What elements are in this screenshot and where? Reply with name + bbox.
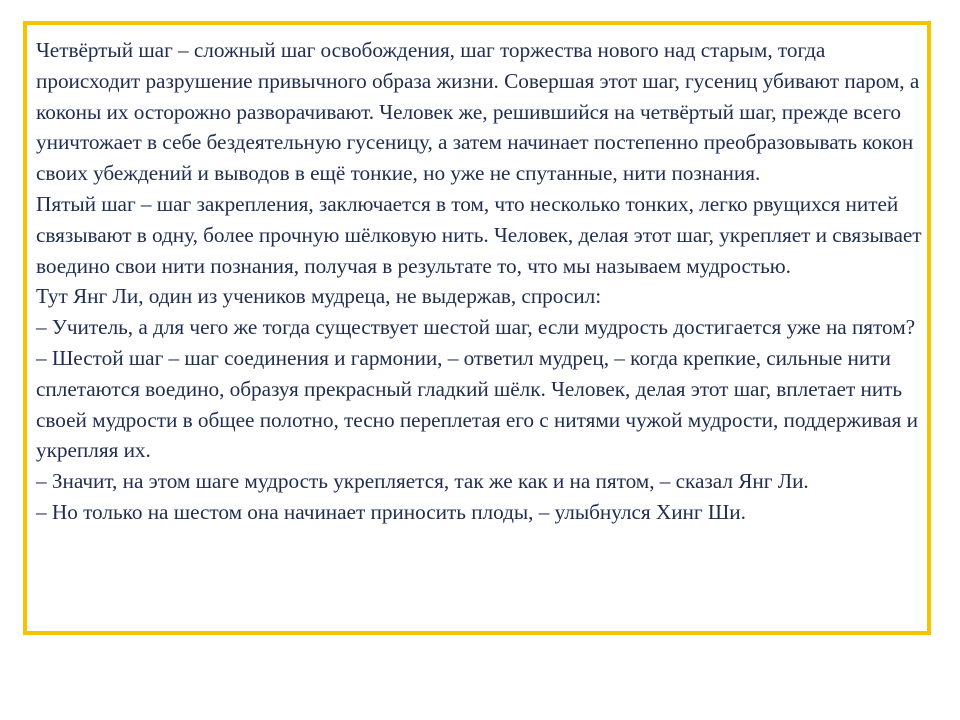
slide-text-frame: [23, 21, 931, 635]
paragraph-fourth-step: Четвёртый шаг – сложный шаг освобождения, шаг торжества нового над старым, тогда происходит разрушение привычного образа жизни. Совершая этот шаг, гусениц убивают паром, а коконы их осторожно разворачивают. Человек же, решившийся на четвёртый шаг, прежде всего уничтожает в себе бездеятельную гусеницу, а затем начинает постепенно преобразовывать кокон своих убеждений и выводов в ещё тонкие, но уже не спутанные, нити познания.: [36, 38, 920, 186]
paragraph-yang-li-question-intro: Тут Янг Ли, один из учеников мудреца, не выдержав, спросил:: [36, 284, 602, 309]
paragraph-yang-li-remark: – Значит, на этом шаге мудрость укрепляется, так же как и на пятом, – сказал Янг Ли.: [36, 469, 809, 494]
slide-text-body: [36, 35, 930, 528]
paragraph-dialogue-question: – Учитель, а для чего же тогда существует шестой шаг, если мудрость достигается уже на пятом?: [36, 315, 916, 340]
paragraph-fifth-step: Пятый шаг – шаг закрепления, заключается в том, что несколько тонких, легко рвущихся нитей связывают в одну, более прочную шёлковую нить. Человек, делая этот шаг, укрепляет и связывает воедино свои нити познания, получая в результате то, что мы называем мудростью.: [36, 191, 922, 278]
paragraph-hing-shi-reply: – Но только на шестом она начинает приносить плоды, – улыбнулся Хинг Ши.: [36, 499, 746, 524]
paragraph-sixth-step: – Шестой шаг – шаг соединения и гармонии, – ответил мудрец, – когда крепкие, сильные нити сплетаются воедино, образуя прекрасный гладкий шёлк. Человек, делая этот шаг, вплетает нить своей мудрости в общее полотно, тесно переплетая его с нитями чужой мудрости, поддерживая и укрепляя их.: [36, 345, 918, 463]
